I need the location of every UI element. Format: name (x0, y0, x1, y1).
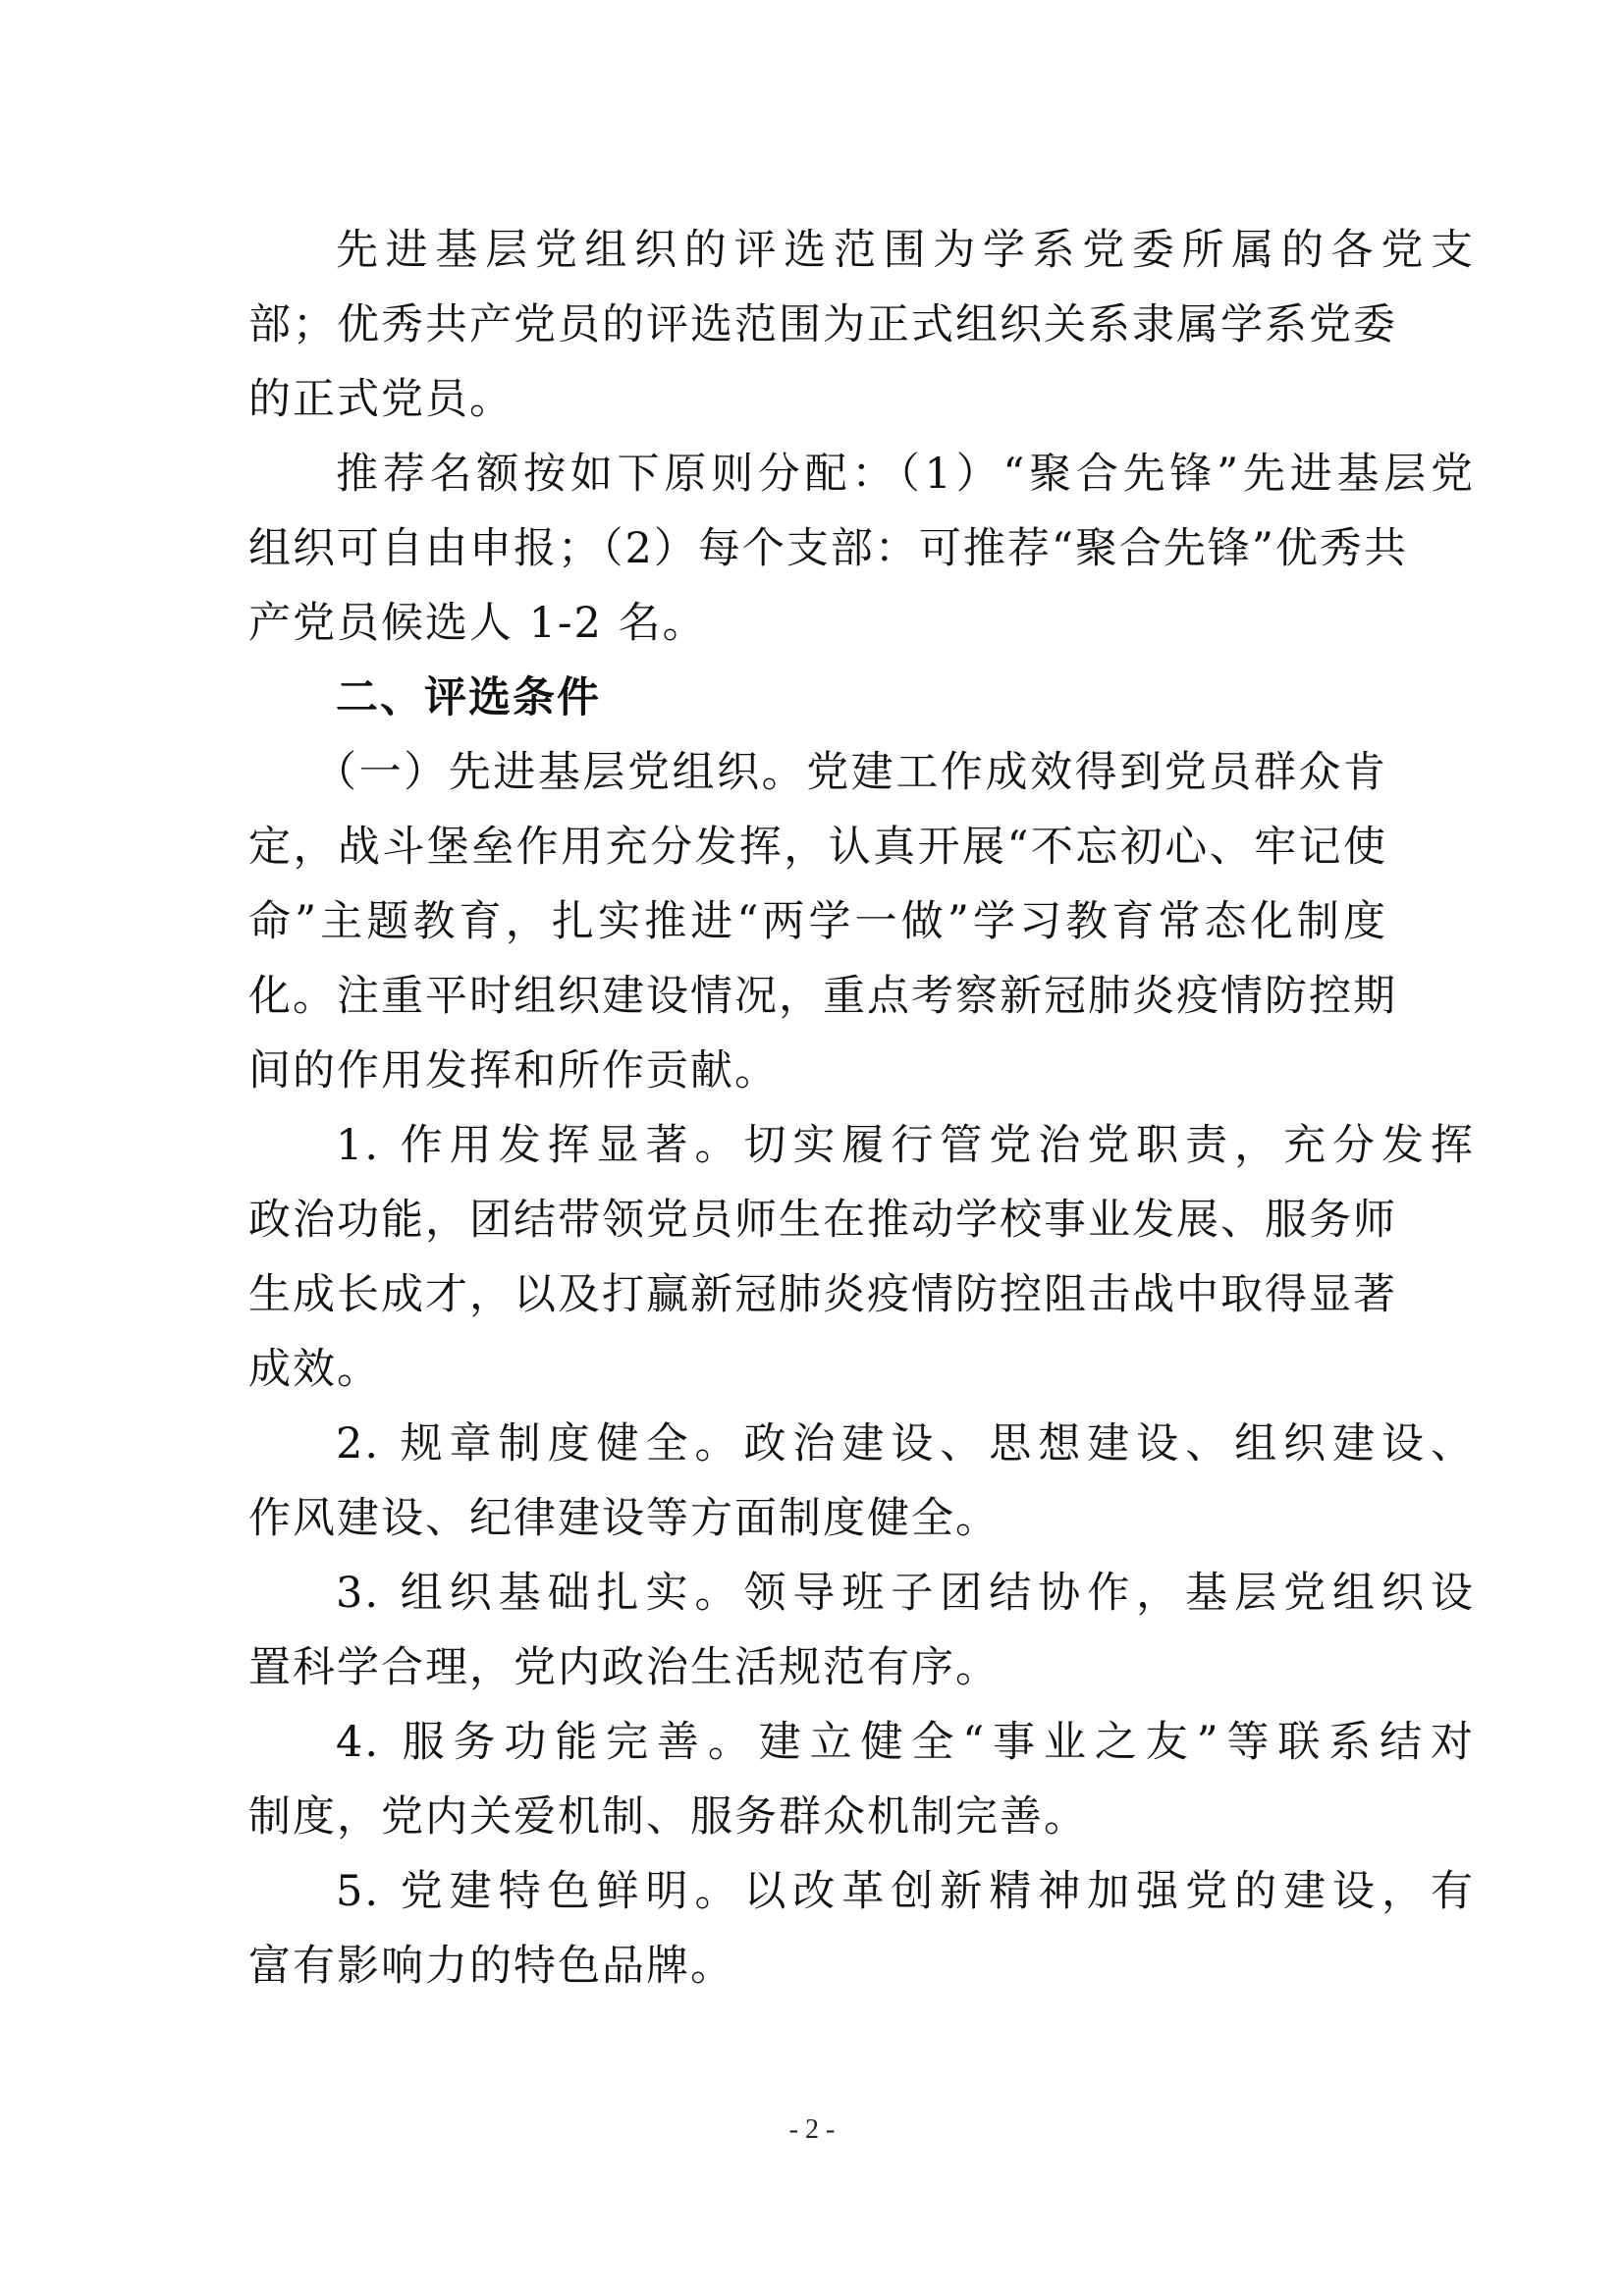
section-heading: 二、评选条件 (336, 673, 601, 722)
text-line: 产党员候选人 1-2 名。 (248, 599, 707, 648)
text-line: 4. 服务功能完善。建立健全“事业之友”等联系结对 (336, 1718, 1475, 1767)
text-line: 富有影响力的特色品牌。 (248, 1942, 734, 1991)
page-number: - 2 - (788, 2114, 836, 2145)
text-line: 生成长成才，以及打赢新冠肺炎疫情防控阻击战中取得显著 (248, 1270, 1397, 1319)
text-line: 的正式党员。 (248, 375, 514, 424)
text-line: 间的作用发挥和所作贡献。 (248, 1046, 779, 1095)
text-line: 3. 组织基础扎实。领导班子团结协作，基层党组织设 (336, 1569, 1475, 1618)
text-line: 5. 党建特色鲜明。以改革创新精神加强党的建设，有 (336, 1867, 1475, 1916)
text-line: 化。注重平时组织建设情况，重点考察新冠肺炎疫情防控期 (248, 972, 1397, 1021)
text-line: 1. 作用发挥显著。切实履行管党治党职责，充分发挥 (336, 1121, 1475, 1170)
text-line: （一）先进基层党组织。党建工作成效得到党员群众肯 (314, 748, 1387, 797)
text-line: 成效。 (248, 1345, 381, 1394)
text-line: 推荐名额按如下原则分配：（1）“聚合先锋”先进基层党 (336, 450, 1475, 499)
text-line: 定，战斗堡垒作用充分发挥，认真开展“不忘初心、牢记使 (248, 823, 1387, 872)
text-line: 部；优秀共产党员的评选范围为正式组织关系隶属学系党委 (248, 300, 1397, 349)
text-line: 置科学合理，党内政治生活规范有序。 (248, 1643, 1000, 1692)
text-line: 作风建设、纪律建设等方面制度健全。 (248, 1494, 1000, 1543)
text-line: 制度，党内关爱机制、服务群众机制完善。 (248, 1792, 1088, 1842)
text-line: 政治功能，团结带领党员师生在推动学校事业发展、服务师 (248, 1196, 1397, 1245)
text-line: 组织可自由申报；（2）每个支部：可推荐“聚合先锋”优秀共 (248, 524, 1408, 573)
text-line: 2. 规章制度健全。政治建设、思想建设、组织建设、 (336, 1419, 1475, 1468)
text-line: 先进基层党组织的评选范围为学系党委所属的各党支 (336, 226, 1475, 275)
text-line: 命”主题教育，扎实推进“两学一做”学习教育常态化制度 (248, 897, 1387, 946)
